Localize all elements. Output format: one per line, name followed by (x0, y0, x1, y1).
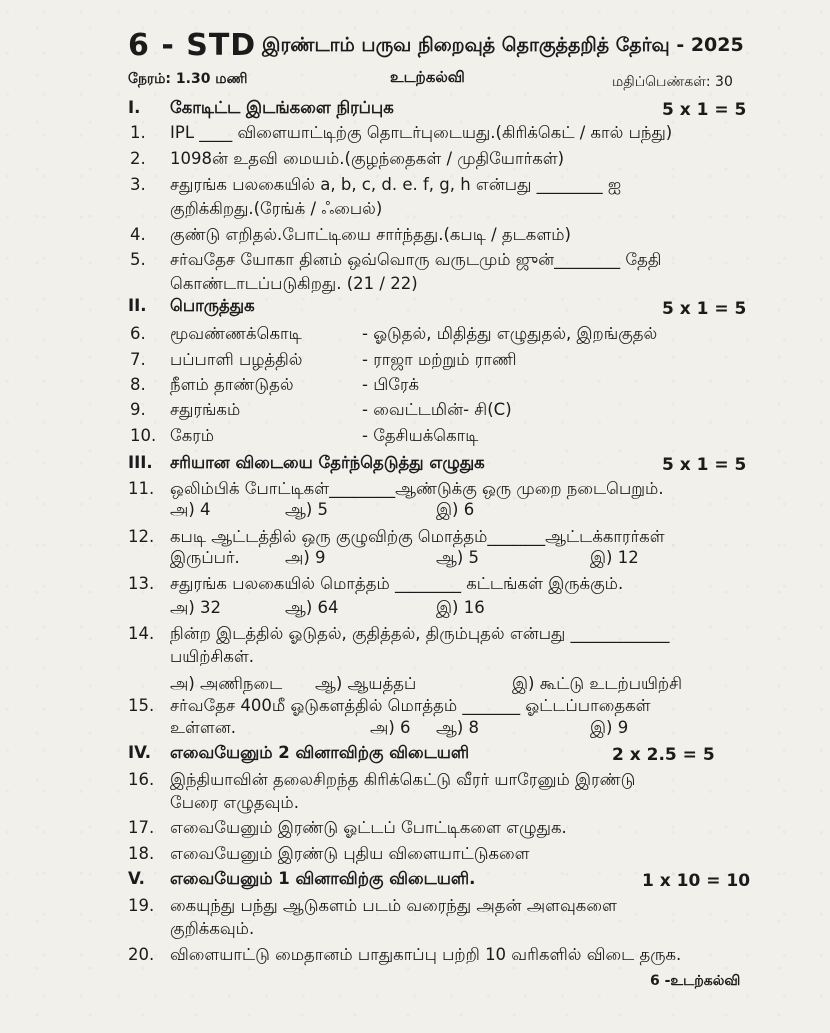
match-left: சதுரங்கம் (170, 400, 241, 419)
question-text: இந்தியாவின் தலைசிறந்த கிரிக்கெட்டு வீரர் யாரேனும் இரண்டு (170, 770, 636, 789)
option-c: இ) 6 (436, 500, 475, 519)
question-number: 16. (128, 770, 155, 789)
question-number: 10. (130, 426, 157, 445)
match-left: பப்பாளி பழத்தில் (170, 350, 303, 369)
match-left: கேரம் (170, 426, 215, 445)
option-b: ஆ) ஆயத்தப் (315, 674, 417, 693)
total-marks: மதிப்பெண்கள்: 30 (612, 74, 733, 90)
section-score: 2 x 2.5 = 5 (612, 745, 715, 765)
time-label: நேரம்: 1.30 மணி (128, 71, 248, 87)
match-right: - பிரேக் (362, 375, 420, 394)
question-text: கையுந்து பந்து ஆடுகளம் படம் வரைந்து அதன் அளவுகளை (170, 896, 617, 915)
match-right: - தேசியக்கொடி (362, 426, 479, 445)
section-score: 1 x 10 = 10 (642, 871, 751, 891)
match-left: மூவண்ணக்கொடி (170, 324, 302, 343)
question-text: பேரை எழுதவும். (170, 793, 299, 812)
section-number: V. (128, 869, 145, 888)
section-score: 5 x 1 = 5 (662, 455, 747, 475)
question-text: குறிக்கிறது.(ரேங்க் / ஃபைல்) (170, 199, 383, 218)
question-text: கொண்டாடப்படுகிறது. (21 / 22) (170, 274, 418, 293)
subject-title: உடற்கல்வி (390, 68, 465, 86)
question-number: 15. (128, 696, 155, 715)
question-number: 1. (130, 123, 146, 142)
section-title: எவையேனும் 1 வினாவிற்கு விடையளி. (170, 869, 476, 888)
option-c: இ) 9 (590, 718, 629, 737)
option-a: அ) அணிநடை (170, 674, 283, 693)
question-number: 3. (130, 175, 146, 194)
question-text: நின்ற இடத்தில் ஓடுதல், குதித்தல், திரும்புதல் என்பது ____________ (170, 624, 670, 643)
option-b: ஆ) 5 (285, 500, 329, 519)
question-text: சர்வதேச யோகா தினம் ஒவ்வொரு வருடமும் ஜுன்________ தேதி (170, 250, 662, 269)
match-right: - ராஜா மற்றும் ராணி (362, 350, 517, 369)
option-a: அ) 9 (285, 548, 326, 567)
question-number: 5. (130, 250, 146, 269)
question-text: சதுரங்க பலகையில் a, b, c, d. e. f, g, h என்பது ________ ஐ (170, 175, 622, 194)
question-number: 18. (128, 844, 155, 863)
question-text: குண்டு எறிதல்.போட்டியை சார்ந்தது.(கபடி / தடகளம்) (170, 225, 571, 244)
question-number: 4. (130, 225, 146, 244)
question-text: IPL ____ விளையாட்டிற்கு தொடர்புடையது.(கிரிக்கெட் / கால் பந்து) (170, 123, 673, 142)
section-number: II. (128, 296, 147, 315)
section-title: எவையேனும் 2 வினாவிற்கு விடையளி (170, 743, 470, 762)
option-b: ஆ) 64 (285, 598, 339, 617)
page-footer-label: 6 -உடற்கல்வி (650, 973, 741, 989)
question-number: 12. (128, 527, 155, 546)
section-score: 5 x 1 = 5 (662, 100, 747, 120)
question-text: சர்வதேச 400மீ ஓடுகளத்தில் மொத்தம் _______ ஓட்டப்பாதைகள் (170, 696, 651, 715)
question-number: 19. (128, 896, 155, 915)
question-text: குறிக்கவும். (170, 919, 255, 938)
question-text: சதுரங்க பலகையில் மொத்தம் ________ கட்டங்கள் இருக்கும். (170, 574, 624, 593)
option-c: இ) கூட்டு உடற்பயிற்சி (512, 674, 683, 693)
section-score: 5 x 1 = 5 (662, 299, 747, 319)
option-a: அ) 32 (170, 598, 222, 617)
question-text: இருப்பர். (170, 548, 240, 567)
question-number: 14. (128, 624, 155, 643)
question-number: 6. (130, 324, 146, 343)
option-b: ஆ) 5 (436, 548, 480, 567)
question-text: 1098ன் உதவி மையம்.(குழந்தைகள் / முதியோர்கள்) (170, 149, 565, 168)
section-number: I. (128, 98, 141, 117)
question-number: 13. (128, 574, 155, 593)
option-a: அ) 6 (370, 718, 411, 737)
question-text: கபடி ஆட்டத்தில் ஒரு குழுவிற்கு மொத்தம்_______ஆட்டக்காரர்கள் (170, 527, 665, 546)
option-b: ஆ) 8 (436, 718, 480, 737)
section-number: III. (128, 453, 153, 472)
question-text: எவையேனும் இரண்டு புதிய விளையாட்டுகளை (170, 844, 530, 863)
question-number: 17. (128, 818, 155, 837)
option-c: இ) 16 (436, 598, 485, 617)
option-a: அ) 4 (170, 500, 211, 519)
question-number: 9. (130, 400, 146, 419)
section-title: சரியான விடையை தேர்ந்தெடுத்து எழுதுக (170, 453, 485, 472)
question-number: 7. (130, 350, 146, 369)
match-right: - ஓடுதல், மிதித்து எழுதுதல், இறங்குதல் (362, 324, 658, 343)
question-text: பயிற்சிகள். (170, 647, 255, 666)
question-number: 20. (128, 945, 155, 964)
match-right: - வைட்டமின்- சி(C) (362, 400, 512, 419)
match-left: நீளம் தாண்டுதல் (170, 375, 294, 394)
question-number: 11. (128, 479, 155, 498)
section-number: IV. (128, 743, 152, 762)
section-title: கோடிட்ட இடங்களை நிரப்புக (170, 98, 394, 117)
question-text: ஒலிம்பிக் போட்டிகள்________ஆண்டுக்கு ஒரு முறை நடைபெறும். (170, 479, 664, 498)
question-number: 2. (130, 149, 146, 168)
question-text: விளையாட்டு மைதானம் பாதுகாப்பு பற்றி 10 வரிகளில் விடை தருக. (170, 945, 682, 964)
std-label: 6 - STD (128, 28, 257, 63)
question-text: உள்ளன. (170, 718, 236, 737)
section-title: பொருத்துக (170, 296, 255, 315)
exam-title: இரண்டாம் பருவ நிறைவுத் தொகுத்தறித் தேர்வு - 2025 (262, 34, 744, 56)
question-text: எவையேனும் இரண்டு ஓட்டப் போட்டிகளை எழுதுக. (170, 818, 567, 837)
option-c: இ) 12 (590, 548, 639, 567)
question-number: 8. (130, 375, 146, 394)
